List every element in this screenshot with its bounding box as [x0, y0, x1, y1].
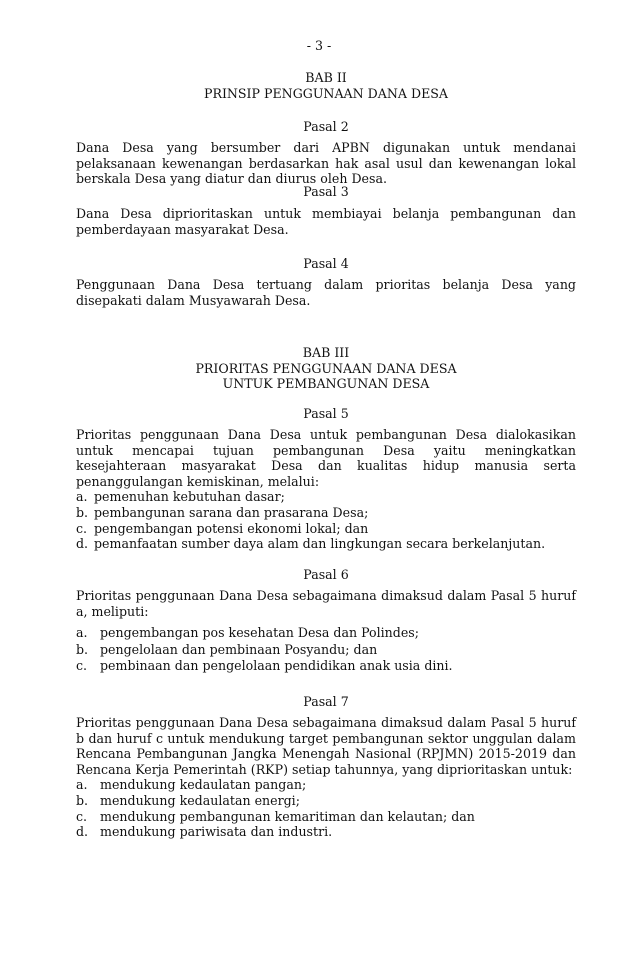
list-marker: a.	[76, 489, 88, 505]
list-item	[76, 793, 576, 809]
pasal5-title: Pasal 5	[303, 406, 349, 421]
list-item	[76, 777, 576, 793]
pasal5-text: Prioritas penggunaan Dana Desa untuk pembangunan Desa dialokasikan untuk mencapai tujuan pembangunan Desa yaitu meningkatkan kesejahteraan masyarakat Desa dan kualitas hidup manusia serta penanggulangan kemiskinan, melalui:	[76, 427, 576, 489]
bab3-heading-block	[76, 345, 576, 392]
list-marker: a.	[76, 625, 88, 641]
list-marker: d.	[76, 824, 89, 840]
pasal6-text: Prioritas penggunaan Dana Desa sebagaimana dimaksud dalam Pasal 5 huruf a, meliputi:	[76, 588, 576, 619]
pasal6-title: Pasal 6	[303, 567, 349, 582]
pasal7-text: Prioritas penggunaan Dana Desa sebagaimana dimaksud dalam Pasal 5 huruf b dan huruf c untuk mendukung target pembangunan sektor unggulan dalam Rencana Pembangunan Jangka Menengah Nasional (RPJMN) 2015-2019 dan Rencana Kerja Pemerintah (RKP) setiap tahunnya, yang diprioritaskan untuk:	[76, 715, 576, 777]
list-item-text: mendukung pembangunan kemaritiman dan kelautan; dan	[100, 808, 475, 824]
list-item-text: pembangunan sarana dan prasarana Desa;	[94, 504, 369, 520]
bab2-title: PRINSIP PENGGUNAAN DANA DESA	[203, 85, 448, 101]
list-marker: c.	[76, 808, 88, 824]
list-marker: c.	[76, 658, 88, 674]
pasal4-text: Penggunaan Dana Desa tertuang dalam prioritas belanja Desa yang disepakati dalam Musyawarah Desa.	[76, 277, 576, 308]
bab2-heading-block	[76, 70, 576, 101]
pasal3-title: Pasal 3	[303, 184, 349, 199]
list-item-text: pengembangan potensi ekonomi lokal; dan	[94, 520, 369, 536]
list-marker: b.	[76, 641, 89, 657]
list-marker: b.	[76, 792, 89, 808]
bab3-title-line1: PRIORITAS PENGGUNAAN DANA DESA	[195, 360, 457, 376]
list-marker: a.	[76, 777, 88, 793]
pasal5-list	[76, 489, 576, 551]
list-item-text: pemanfaatan sumber daya alam dan lingkungan secara berkelanjutan.	[94, 536, 546, 552]
pasal6-body	[76, 588, 576, 675]
list-item-text: mendukung kedaulatan energi;	[100, 792, 300, 808]
list-marker: d.	[76, 536, 89, 552]
bab3-heading: BAB III	[302, 345, 350, 360]
list-item-text: mendukung pariwisata dan industri.	[100, 824, 333, 840]
list-item-text: pemenuhan kebutuhan dasar;	[94, 489, 285, 505]
list-item-text: mendukung kedaulatan pangan;	[100, 777, 307, 793]
list-item	[76, 658, 576, 674]
pasal5-body	[76, 427, 576, 552]
bab3-title-line2: UNTUK PEMBANGUNAN DESA	[222, 376, 430, 392]
list-marker: b.	[76, 504, 89, 520]
pasal4-title: Pasal 4	[303, 256, 349, 271]
pasal6-list	[76, 625, 576, 674]
pasal7-list	[76, 777, 576, 839]
pasal7-body	[76, 715, 576, 840]
list-item-text: pengelolaan dan pembinaan Posyandu; dan	[100, 641, 378, 657]
list-item	[76, 505, 576, 521]
list-item	[76, 824, 576, 840]
list-item	[76, 809, 576, 825]
list-item-text: pengembangan pos kesehatan Desa dan Polindes;	[100, 625, 420, 641]
list-marker: c.	[76, 520, 88, 536]
list-item	[76, 536, 576, 552]
pasal3-text: Dana Desa diprioritaskan untuk membiayai belanja pembangunan dan pemberdayaan masyarakat Desa.	[76, 206, 576, 237]
list-item	[76, 489, 576, 505]
list-item-text: pembinaan dan pengelolaan pendidikan anak usia dini.	[100, 658, 453, 674]
pasal2-text: Dana Desa yang bersumber dari APBN digunakan untuk mendanai pelaksanaan kewenangan berdasarkan hak asal usul dan kewenangan lokal berskala Desa yang diatur dan diurus oleh Desa.	[76, 140, 576, 187]
pasal7-title: Pasal 7	[303, 694, 349, 709]
page-number: - 3 -	[306, 38, 332, 53]
list-item	[76, 625, 576, 641]
bab2-heading: BAB II	[305, 70, 347, 85]
list-item	[76, 642, 576, 658]
list-item	[76, 521, 576, 537]
pasal2-title: Pasal 2	[303, 119, 349, 134]
